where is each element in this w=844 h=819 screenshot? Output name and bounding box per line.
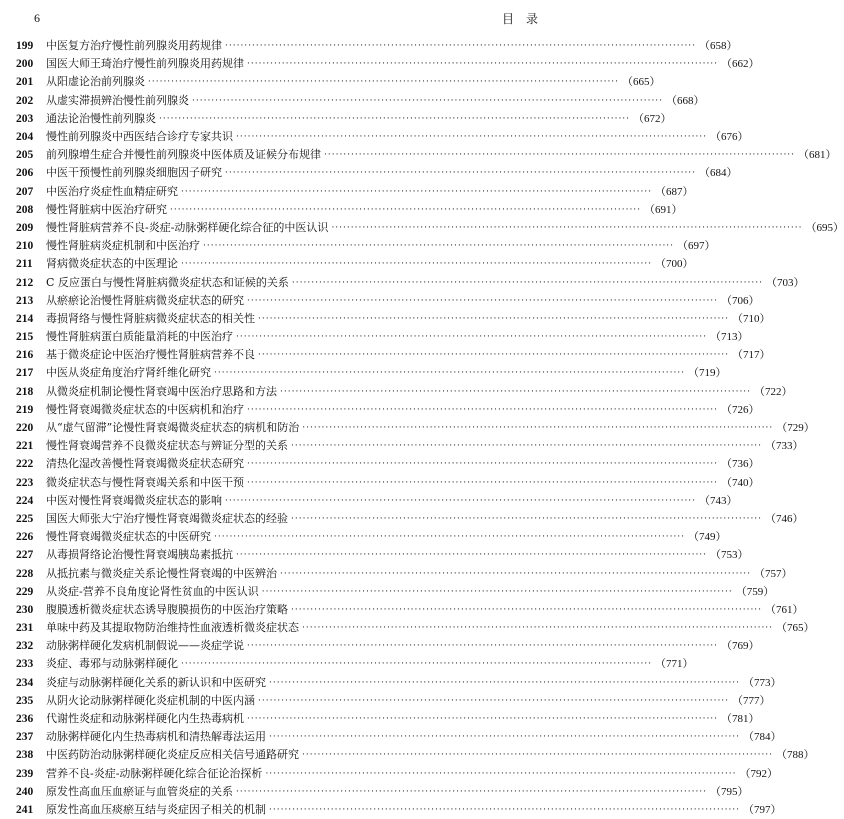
entry-page-number: （749） <box>688 531 727 544</box>
dot-leader <box>324 146 795 164</box>
entry-number: 207 <box>16 185 34 198</box>
dot-leader <box>258 346 729 364</box>
dot-leader <box>258 310 729 328</box>
entry-page-number: （729） <box>776 422 815 435</box>
dot-leader <box>247 455 718 473</box>
dot-leader <box>225 492 696 510</box>
toc-entry <box>16 164 738 182</box>
entry-title: 毒损肾络与慢性肾脏病微炎症状态的相关性 <box>46 311 255 325</box>
entry-page-number: （781） <box>721 713 760 726</box>
entry-title: 慢性肾脏病营养不良-炎症-动脉粥样硬化综合征的中医认识 <box>46 220 329 234</box>
dot-leader <box>214 528 685 546</box>
toc-entry <box>16 128 749 146</box>
entry-title: 通法论治慢性前列腺炎 <box>46 111 156 125</box>
entry-page-number: （797） <box>743 803 782 816</box>
entry-page-number: （676） <box>710 131 749 144</box>
toc-entry <box>16 564 793 582</box>
entry-title: 肾病微炎症状态的中医理论 <box>46 257 178 271</box>
toc-entry <box>16 546 749 564</box>
dot-leader <box>247 401 718 419</box>
entry-number: 231 <box>16 622 34 635</box>
entry-title: 国医大师王琦治疗慢性前列腺炎用药规律 <box>46 57 244 71</box>
entry-title: 从炎症-营养不良角度论肾性贫血的中医认识 <box>46 584 259 598</box>
entry-title: 腹膜透析微炎症状态诱导腹膜损伤的中医治疗策略 <box>46 602 288 616</box>
toc-entry <box>16 328 749 346</box>
entry-page-number: （736） <box>721 458 760 471</box>
entry-number: 226 <box>16 531 34 544</box>
entry-page-number: （771） <box>655 658 694 671</box>
entry-page-number: （703） <box>765 276 805 289</box>
entry-number: 200 <box>16 58 34 71</box>
entry-title: 中医药防治动脉粥样硬化炎症反应相关信号通路研究 <box>46 748 299 762</box>
entry-page-number: （759） <box>735 585 775 598</box>
entry-page-number: （710） <box>732 312 771 325</box>
entry-title: 原发性高血压痰瘀互结与炎症因子相关的机制 <box>46 802 266 816</box>
dot-leader <box>159 110 630 128</box>
entry-title: 炎症、毒邪与动脉粥样硬化 <box>46 657 178 671</box>
entry-number: 240 <box>16 785 34 798</box>
entry-page-number: （713） <box>710 331 749 344</box>
entry-page-number: （761） <box>765 603 804 616</box>
entry-title: 微炎症状态与慢性肾衰竭关系和中医干预 <box>46 475 244 489</box>
entry-number: 212 <box>16 276 34 289</box>
entry-number: 237 <box>16 731 34 744</box>
dot-leader <box>269 728 740 746</box>
toc-entry <box>16 310 771 328</box>
entry-title: 慢性肾衰竭微炎症状态的中医病机和治疗 <box>46 402 244 416</box>
dot-leader <box>236 783 707 801</box>
dot-leader <box>247 55 718 73</box>
entry-number: 202 <box>16 94 34 107</box>
dot-leader <box>291 601 762 619</box>
entry-title: 慢性肾脏病中医治疗研究 <box>46 202 167 216</box>
dot-leader <box>247 474 718 492</box>
toc-entry <box>16 201 683 219</box>
page-header <box>0 0 590 30</box>
entry-number: 210 <box>16 240 34 253</box>
toc-entry <box>16 219 844 237</box>
toc-entry <box>16 474 760 492</box>
entry-title: 慢性肾衰竭营养不良微炎症状态与辨证分型的关系 <box>46 439 288 453</box>
dot-leader <box>262 583 733 601</box>
toc-entry <box>16 528 727 546</box>
toc-entry <box>16 73 661 91</box>
entry-number: 221 <box>16 440 34 453</box>
dot-leader <box>265 765 736 783</box>
toc-entry <box>16 783 749 801</box>
entry-title: 慢性前列腺炎中西医结合诊疗专家共识 <box>46 130 233 144</box>
entry-number: 220 <box>16 422 34 435</box>
toc-entry <box>16 583 775 601</box>
toc-entry <box>16 401 760 419</box>
dot-leader <box>225 37 696 55</box>
entry-number: 211 <box>16 258 33 271</box>
dot-leader <box>331 219 802 237</box>
entry-title: C 反应蛋白与慢性肾脏病微炎症状态和证候的关系 <box>46 275 289 289</box>
entry-title: 从抵抗素与微炎症关系论慢性肾衰竭的中医辨治 <box>46 566 277 580</box>
entry-title: 中医从炎症角度治疗肾纤维化研究 <box>46 366 211 380</box>
dot-leader <box>192 92 663 110</box>
entry-page-number: （719） <box>688 367 727 380</box>
dot-leader <box>247 637 718 655</box>
dot-leader <box>258 692 729 710</box>
dot-leader <box>181 255 652 273</box>
entry-number: 209 <box>16 221 34 234</box>
entry-page-number: （658） <box>699 40 738 53</box>
toc-entry <box>16 364 727 382</box>
toc-entry <box>16 492 738 510</box>
entry-page-number: （726） <box>721 403 760 416</box>
entry-number: 206 <box>16 167 34 180</box>
entry-number: 203 <box>16 112 34 125</box>
entry-title: 基于微炎症论中医治疗慢性肾脏病营养不良 <box>46 348 255 362</box>
entry-title: 单味中药及其提取物防治维持性血液透析微炎症状态 <box>46 621 299 635</box>
entry-number: 216 <box>16 349 34 362</box>
entry-page-number: （665） <box>622 76 661 89</box>
entry-page-number: （740） <box>721 476 760 489</box>
entry-number: 214 <box>16 312 34 325</box>
dot-leader <box>280 565 751 583</box>
dot-leader <box>236 328 707 346</box>
entry-title: 炎症与动脉粥样硬化关系的新认识和中医研究 <box>46 675 266 689</box>
entry-page-number: （700） <box>655 258 694 271</box>
toc-entry <box>16 692 771 710</box>
entry-page-number: （672） <box>633 112 672 125</box>
entry-title: 从微炎症机制论慢性肾衰竭中医治疗思路和方法 <box>46 384 277 398</box>
dot-leader <box>291 510 762 528</box>
entry-page-number: （684） <box>699 167 738 180</box>
entry-number: 225 <box>16 512 34 525</box>
entry-title: 营养不良-炎症-动脉粥样硬化综合征论治探析 <box>46 766 263 780</box>
toc-entry <box>16 510 804 528</box>
entry-number: 230 <box>16 603 34 616</box>
dot-leader <box>269 674 740 692</box>
entry-page-number: （668） <box>666 94 705 107</box>
entry-title: 慢性肾脏病炎症机制和中医治疗 <box>46 239 200 253</box>
toc-entry <box>16 674 782 692</box>
dot-leader <box>292 274 763 292</box>
toc-entry <box>16 728 782 746</box>
entry-page-number: （662） <box>721 58 760 71</box>
header-title: 目录 <box>501 12 550 26</box>
entry-number: 235 <box>16 694 34 707</box>
dot-leader <box>280 383 751 401</box>
entry-number: 219 <box>16 403 34 416</box>
entry-title: 清热化湿改善慢性肾衰竭微炎症状态研究 <box>46 457 244 471</box>
entry-number: 217 <box>16 367 34 380</box>
dot-leader <box>291 437 762 455</box>
entry-title: 从瘀瘀论治慢性肾脏病微炎症状态的研究 <box>46 293 244 307</box>
dot-leader <box>302 619 773 637</box>
entry-page-number: （722） <box>754 385 793 398</box>
entry-number: 227 <box>16 549 34 562</box>
dot-leader <box>236 128 707 146</box>
dot-leader <box>236 546 707 564</box>
toc-entry <box>16 619 815 637</box>
entry-number: 228 <box>16 567 34 580</box>
entry-title: 前列腺增生症合并慢性前列腺炎中医体质及证候分布规律 <box>46 148 321 162</box>
dot-leader <box>170 201 641 219</box>
entry-title: 动脉粥样硬化内生热毒病机和清热解毒法运用 <box>46 730 266 744</box>
entry-title: 中医对慢性肾衰竭微炎症状态的影响 <box>46 493 222 507</box>
entry-number: 201 <box>16 76 34 89</box>
dot-leader <box>302 419 773 437</box>
entry-page-number: （743） <box>699 494 738 507</box>
dot-leader <box>225 164 696 182</box>
entry-title: 慢性肾衰竭微炎症状态的中医研究 <box>46 530 211 544</box>
toc-entry <box>16 183 694 201</box>
entry-page-number: （792） <box>739 767 778 780</box>
entry-title: 代谢性炎症和动脉粥样硬化内生热毒病机 <box>46 712 244 726</box>
toc-entry <box>16 110 672 128</box>
toc-entry <box>16 746 815 764</box>
toc-entry <box>16 437 804 455</box>
entry-number: 236 <box>16 713 34 726</box>
entry-title: 从“虚气留滞”论慢性肾衰竭微炎症状态的病机和防治 <box>46 421 300 435</box>
entry-number: 239 <box>16 767 34 780</box>
entry-number: 238 <box>16 749 34 762</box>
entry-page-number: （681） <box>798 149 837 162</box>
entry-page-number: （757） <box>754 567 793 580</box>
entry-page-number: （687） <box>655 185 694 198</box>
entry-number: 199 <box>16 40 34 53</box>
entry-number: 204 <box>16 131 34 144</box>
dot-leader <box>269 801 740 819</box>
toc-entry <box>16 255 694 273</box>
entry-page-number: （717） <box>732 349 771 362</box>
page-number: 6 <box>34 11 40 25</box>
entry-page-number: （777） <box>732 694 771 707</box>
entry-page-number: （773） <box>743 676 782 689</box>
toc-entry <box>16 55 760 73</box>
entry-title: 国医大师张大宁治疗慢性肾衰竭微炎症状态的经验 <box>46 511 288 525</box>
entry-number: 215 <box>16 331 34 344</box>
toc-entry <box>16 292 760 310</box>
dot-leader <box>181 655 652 673</box>
entry-page-number: （765） <box>776 622 815 635</box>
entry-title: 中医干预慢性前列腺炎细胞因子研究 <box>46 166 222 180</box>
toc-entry <box>16 37 738 55</box>
entry-title: 从阳虚论治前列腺炎 <box>46 75 145 89</box>
toc-entry <box>16 765 778 783</box>
entry-title: 原发性高血压血瘀证与血管炎症的关系 <box>46 784 233 798</box>
dot-leader <box>247 292 718 310</box>
toc-entry <box>16 346 771 364</box>
entry-page-number: （695） <box>805 221 844 234</box>
entry-title: 从虚实滞损辨治慢性前列腺炎 <box>46 93 189 107</box>
entry-number: 234 <box>16 676 34 689</box>
toc-entry <box>16 655 694 673</box>
toc-entry <box>16 273 805 291</box>
entry-number: 241 <box>16 803 34 816</box>
entry-number: 222 <box>16 458 34 471</box>
entry-number: 208 <box>16 203 34 216</box>
entry-title: 中医治疗炎症性血精症研究 <box>46 184 178 198</box>
entry-page-number: （706） <box>721 294 760 307</box>
toc-entry <box>16 419 815 437</box>
entry-page-number: （746） <box>765 512 804 525</box>
entry-page-number: （691） <box>644 203 683 216</box>
dot-leader <box>302 746 773 764</box>
entry-number: 229 <box>16 585 34 598</box>
toc-entry <box>16 455 760 473</box>
toc-entry <box>16 92 705 110</box>
entry-page-number: （753） <box>710 549 749 562</box>
toc-entry <box>16 601 804 619</box>
entry-number: 232 <box>16 640 34 653</box>
dot-leader <box>203 237 674 255</box>
entry-page-number: （697） <box>677 240 716 253</box>
entry-title: 动脉粥样硬化发病机制假说——炎症学说 <box>46 639 244 653</box>
entry-number: 233 <box>16 658 34 671</box>
toc-entry <box>16 383 793 401</box>
table-of-contents <box>16 37 844 819</box>
toc-entry <box>16 710 760 728</box>
entry-number: 223 <box>16 476 34 489</box>
entry-title: 中医复方治疗慢性前列腺炎用药规律 <box>46 39 222 53</box>
entry-number: 224 <box>16 494 34 507</box>
toc-entry <box>16 146 837 164</box>
dot-leader <box>148 73 619 91</box>
entry-number: 213 <box>16 294 34 307</box>
entry-page-number: （769） <box>721 640 760 653</box>
entry-title: 从阴火论动脉粥样硬化炎症机制的中医内涵 <box>46 693 255 707</box>
entry-title: 从毒损肾络论治慢性肾衰竭胰岛素抵抗 <box>46 548 233 562</box>
entry-number: 218 <box>16 385 34 398</box>
entry-page-number: （733） <box>765 440 804 453</box>
entry-page-number: （788） <box>776 749 815 762</box>
entry-title: 慢性肾脏病蛋白质能量消耗的中医治疗 <box>46 330 233 344</box>
toc-entry <box>16 801 782 819</box>
dot-leader <box>247 710 718 728</box>
entry-page-number: （784） <box>743 731 782 744</box>
entry-page-number: （795） <box>710 785 749 798</box>
dot-leader <box>214 364 685 382</box>
toc-entry <box>16 637 760 655</box>
entry-number: 205 <box>16 149 34 162</box>
dot-leader <box>181 183 652 201</box>
toc-entry <box>16 237 716 255</box>
